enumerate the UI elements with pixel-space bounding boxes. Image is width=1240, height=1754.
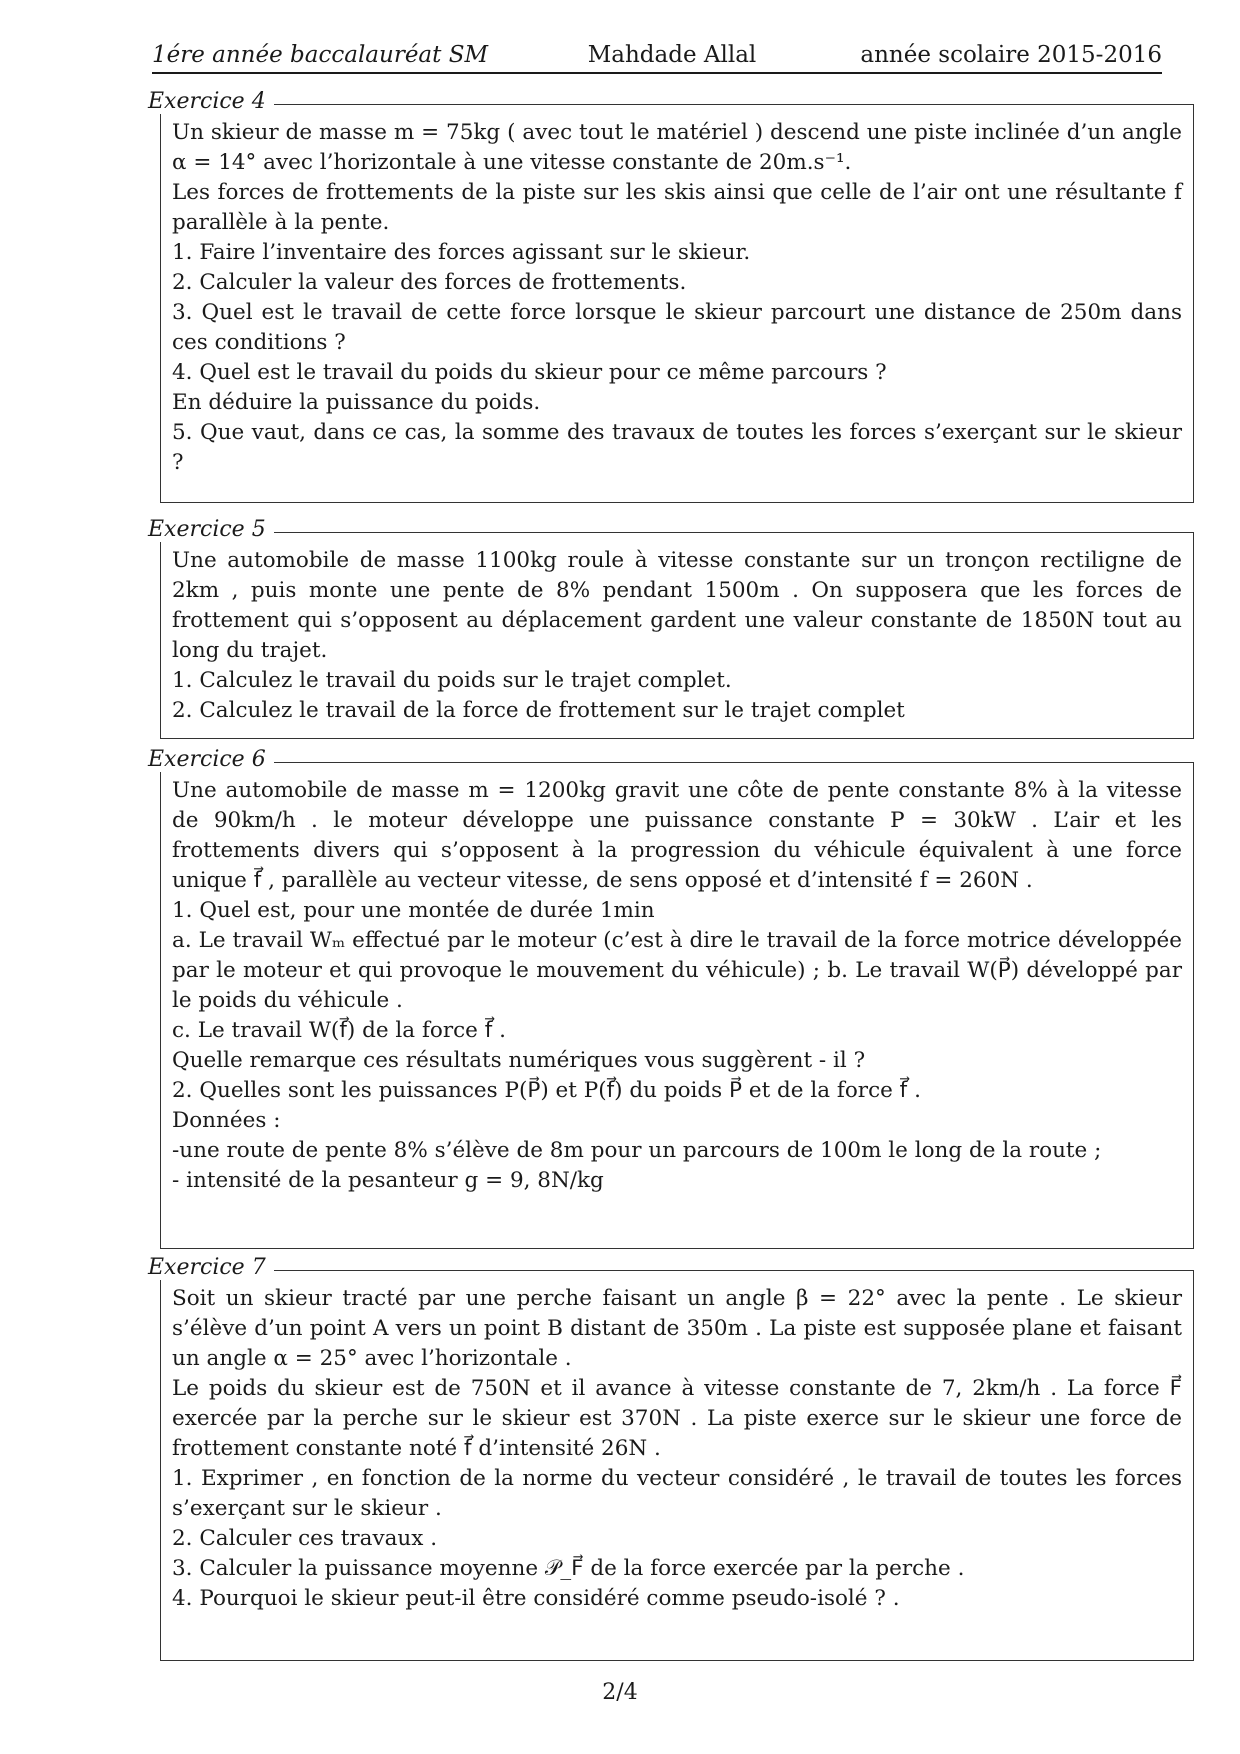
exercise-body: [172, 776, 1182, 1196]
header-author: Mahdade Allal: [587, 42, 757, 68]
exercise-line: 4. Pourquoi le skieur peut-il être considéré comme pseudo-isolé ? .: [172, 1586, 900, 1611]
exercise-line: Données :: [172, 1108, 281, 1133]
exercise-line: - intensité de la pesanteur g = 9, 8N/kg: [172, 1168, 604, 1193]
exercise-line: 1. Faire l’inventaire des forces agissant sur le skieur.: [172, 240, 751, 265]
exercise-line: a. Le travail Wₘ effectué par le moteur (c’est à dire le travail de la force motrice développée par le moteur et qui provoque le mouvement du véhicule) ; b. Le travail W(P⃗) développé par le poids du véhicule .: [172, 928, 1182, 1013]
exercise-line: 5. Que vaut, dans ce cas, la somme des travaux de toutes les forces s’exerçant sur le skieur ?: [172, 420, 1182, 475]
exercise-line: Une automobile de masse 1100kg roule à vitesse constante sur un tronçon rectiligne de 2km , puis monte une pente de 8% pendant 1500m . On supposera que les forces de frottement qui s’opposent au déplacement gardent une valeur constante de 1850N tout au long du trajet.: [172, 548, 1182, 663]
exercise-line: -une route de pente 8% s’élève de 8m pour un parcours de 100m le long de la route ;: [172, 1138, 1102, 1163]
exercise-line: 1. Exprimer , en fonction de la norme du vecteur considéré , le travail de toutes les forces s’exerçant sur le skieur .: [172, 1466, 1182, 1521]
exercise-line: Soit un skieur tracté par une perche faisant un angle β = 22° avec la pente . Le skieur s’élève d’un point A vers un point B distant de 350m . La piste est supposée plane et faisant un angle α = 25° avec l’horizontale .: [172, 1286, 1182, 1371]
exercise-title: Exercice 6: [148, 747, 274, 772]
header-class-label: 1ére année baccalauréat SM: [152, 42, 489, 68]
exercise-line: 3. Quel est le travail de cette force lorsque le skieur parcourt une distance de 250m dans ces conditions ?: [172, 300, 1182, 355]
exercise-line: Une automobile de masse m = 1200kg gravit une côte de pente constante 8% à la vitesse de 90km/h . le moteur développe une puissance constante P = 30kW . L’air et les frottements divers qui s’opposent à la progression du véhicule équivalent à une force unique f⃗ , parallèle au vecteur vitesse, de sens opposé et d’intensité f = 260N .: [172, 778, 1182, 893]
page-header: [152, 38, 1162, 74]
exercise-line: 2. Calculer ces travaux .: [172, 1526, 438, 1551]
exercise-line: Quelle remarque ces résultats numériques vous suggèrent - il ?: [172, 1048, 866, 1073]
exercise-line: En déduire la puissance du poids.: [172, 390, 541, 415]
exercise-title: Exercice 5: [148, 517, 274, 542]
exercise-line: 4. Quel est le travail du poids du skieur pour ce même parcours ?: [172, 360, 887, 385]
exercise-body: [172, 546, 1182, 726]
exercise-line: 2. Calculer la valeur des forces de frottements.: [172, 270, 687, 295]
exercise-body: [172, 1284, 1182, 1614]
exercise-body: [172, 118, 1182, 478]
exercise-line: 2. Calculez le travail de la force de frottement sur le trajet complet: [172, 698, 905, 723]
exercise-line: c. Le travail W(f⃗) de la force f⃗ .: [172, 1018, 506, 1043]
exercise-title: Exercice 7: [148, 1255, 274, 1280]
header-school-year: année scolaire 2015-2016: [860, 42, 1162, 68]
exercise-line: Les forces de frottements de la piste sur les skis ainsi que celle de l’air ont une résultante f parallèle à la pente.: [172, 180, 1182, 235]
exercise-line: 3. Calculer la puissance moyenne 𝒫_F⃗ de la force exercée par la perche .: [172, 1556, 965, 1581]
page-number: 2/4: [602, 1680, 638, 1705]
exercise-line: 1. Quel est, pour une montée de durée 1min: [172, 898, 655, 923]
exercise-line: 1. Calculez le travail du poids sur le trajet complet.: [172, 668, 732, 693]
exercise-line: 2. Quelles sont les puissances P(P⃗) et P(f⃗) du poids P⃗ et de la force f⃗ .: [172, 1078, 921, 1103]
exercise-line: Un skieur de masse m = 75kg ( avec tout le matériel ) descend une piste inclinée d’un angle α = 14° avec l’horizontale à une vitesse constante de 20m.s⁻¹.: [172, 120, 1182, 175]
exercise-title: Exercice 4: [148, 89, 274, 114]
exercise-line: Le poids du skieur est de 750N et il avance à vitesse constante de 7, 2km/h . La force F⃗ exercée par la perche sur le skieur est 370N . La piste exerce sur le skieur une force de frottement constante noté f⃗ d’intensité 26N .: [172, 1376, 1182, 1461]
